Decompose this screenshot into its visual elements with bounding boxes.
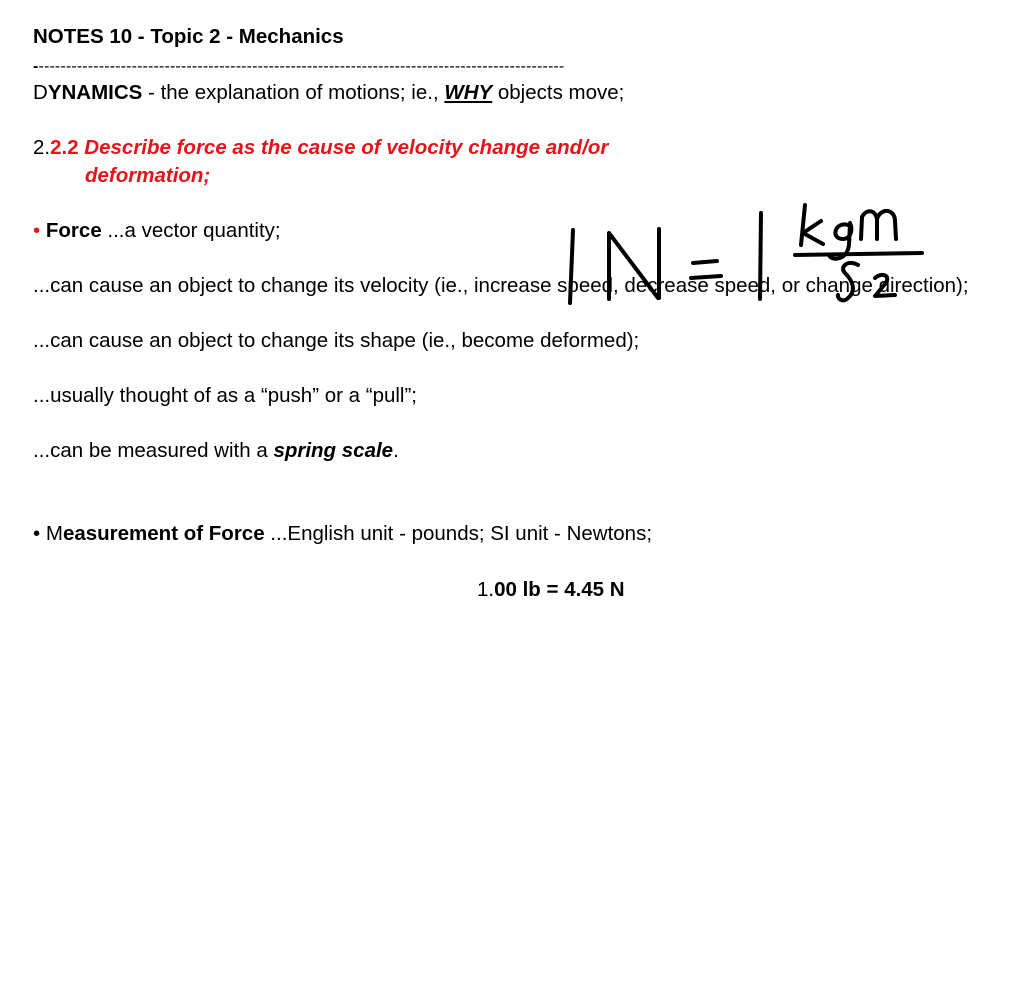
- ink-stroke: [801, 205, 805, 245]
- dynamics-initial: D: [33, 81, 48, 104]
- measurement-term: easurement of Force: [62, 522, 265, 545]
- ink-stroke: [877, 211, 896, 239]
- notes-title: NOTES 10 - Topic 2 - Mechanics: [33, 25, 344, 48]
- force-description: ...a vector quantity;: [101, 219, 281, 242]
- ink-stroke: [875, 275, 895, 296]
- spring-scale-term: spring scale: [273, 439, 394, 462]
- spring-scale-line: [33, 439, 399, 463]
- conversion-value: 00 lb = 4.45 N: [494, 578, 625, 601]
- divider-dashes: ------------------------------------------------------------------------------------------------: [38, 58, 565, 75]
- ink-stroke: [838, 263, 858, 300]
- spring-scale-post: .: [393, 439, 399, 462]
- objective-number-prefix: 2.: [33, 136, 51, 159]
- dynamics-term: YNAMICS: [47, 81, 143, 104]
- dynamics-text-2: objects move;: [492, 81, 625, 104]
- ink-stroke: [570, 230, 573, 303]
- conversion-line: [477, 578, 625, 602]
- velocity-line: ...can cause an object to change its velocity (ie., increase speed, decrease speed, or change direction);: [33, 274, 969, 297]
- ink-stroke: [803, 221, 823, 244]
- dashed-divider: [33, 55, 564, 79]
- measurement-bullet: • M: [33, 522, 63, 545]
- force-term: Force: [45, 219, 102, 242]
- measurement-heading: [33, 522, 652, 546]
- ink-stroke: [795, 253, 922, 255]
- divider-first-dash: -: [33, 58, 39, 75]
- ink-stroke: [861, 211, 877, 239]
- bullet-icon: •: [33, 219, 41, 242]
- handwritten-newton-formula: [555, 195, 935, 325]
- force-heading: [33, 219, 281, 243]
- objective-line-2: deformation;: [85, 164, 211, 187]
- spring-scale-pre: ...can be measured with a: [33, 439, 274, 462]
- objective-number: 2.2: [50, 136, 79, 159]
- ink-stroke: [760, 213, 761, 299]
- conversion-lead: 1.: [477, 578, 495, 601]
- ink-stroke: [691, 276, 721, 278]
- shape-line: ...can cause an object to change its shape (ie., become deformed);: [33, 329, 640, 352]
- ink-stroke: [693, 261, 717, 263]
- objective-text: Describe force as the cause of velocity change and/or: [78, 136, 609, 159]
- push-pull-line: ...usually thought of as a “push” or a “pull”;: [33, 384, 418, 407]
- measurement-description: ...English unit - pounds; SI unit - Newtons;: [264, 522, 653, 545]
- dynamics-definition: [33, 81, 624, 105]
- dynamics-text-1: - the explanation of motions; ie.,: [142, 81, 445, 104]
- why-emphasis: WHY: [444, 81, 493, 104]
- objective-line-1: [33, 136, 608, 160]
- ink-stroke: [609, 233, 658, 298]
